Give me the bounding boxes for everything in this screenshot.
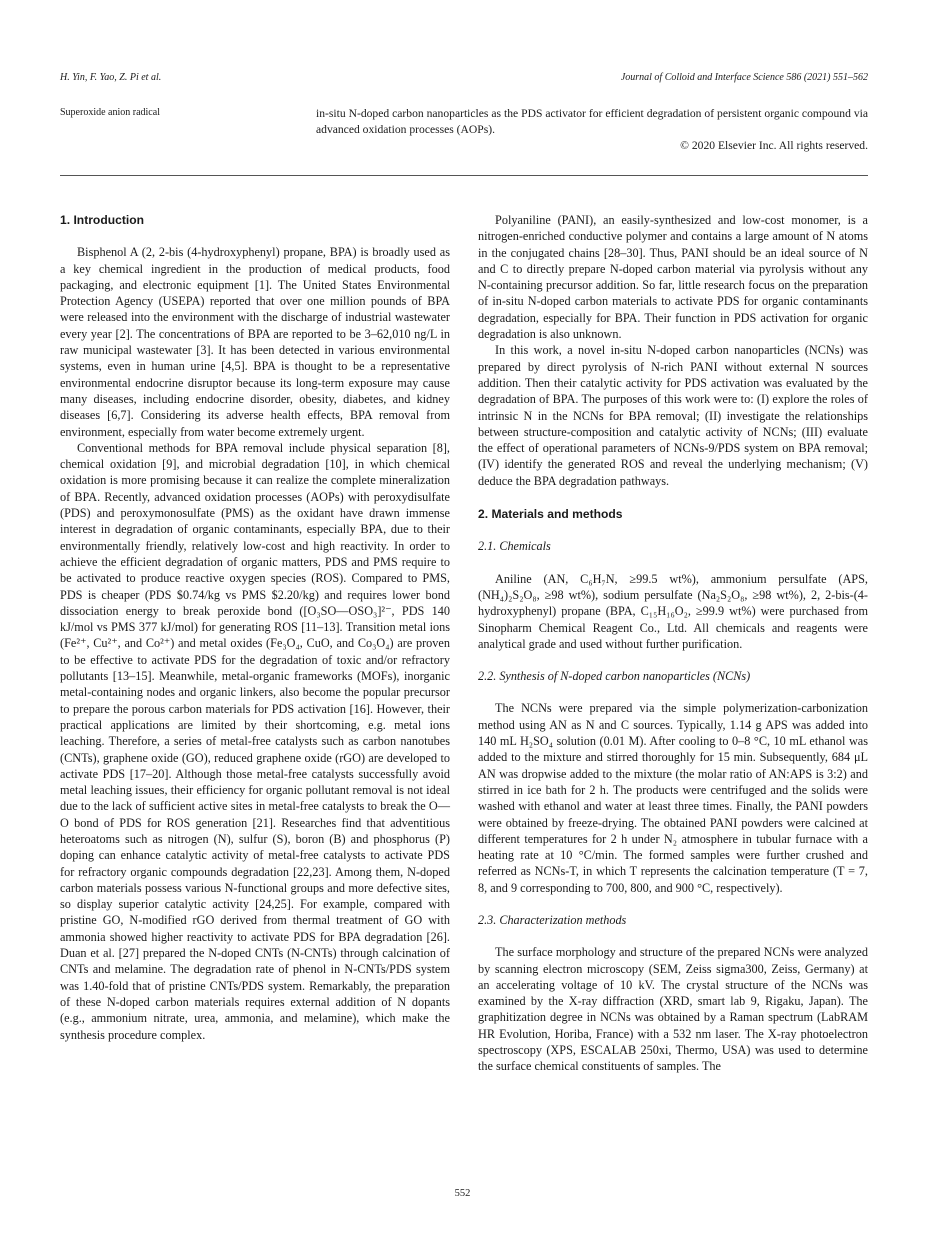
characterization-heading: 2.3. Characterization methods (478, 912, 627, 927)
chemicals-paragraph: Aniline (AN, C₆H₇N, ≥99.5 wt%), ammonium persulfate (APS, (NH₄)₂S₂O₈, ≥98 wt%), sodium persulfate (Na₂S₂O₈, ≥98 wt%), 2, 2-bis-(4-hydroxyphenyl) propane (BPA, C₁₅H₁₆O₂, ≥99.9 wt%) were purchased from Sinopharm Chemical Reagent Co., Ltd. All chemicals and reagents were analytical grade and used without further purification. (478, 571, 868, 651)
methods-heading: 2. Materials and methods (478, 507, 623, 522)
intro-paragraph-1: Bisphenol A (2, 2-bis (4-hydroxyphenyl) propane, BPA) is broadly used as a key chemical ingredient in the production of medical products, food packaging, and electronic equipment [1]. The United States Environmental Protection Agency (USEPA) reported that over one million pounds of BPA were released into the environment with the discharge of industrial wastewater every year [2]. The concentrations of BPA are reported to be 3–62,010 ng/L in raw municipal wastewater [3]. It has been detected in various environmental systems, even in human urine [4,5]. BPA is thought to be a representative environmental endocrine disruptor because its long-term exposure may cause many diseases, including endocrine disorder, obesity, diabetes, and kidney diseases [6,7]. Considering its adverse health effects, BPA removal from environment, especially from water become extremely urgent. (60, 245, 450, 439)
intro-paragraph-2: Conventional methods for BPA removal include physical separation [8], chemical oxidation [9], and microbial degradation [10], in which chemical oxidation is more promising because it can realize the complete mineralization of BPA. Recently, advanced oxidation processes (AOPs) with peroxydisulfate (PDS) and peroxymonosulfate (PMS) as the oxidant have drawn immense interest in degradation of organic contaminants, especially BPA, due to their environmentally friendly, relatively low-cost and high reactivity. In order to achieve the efficient degradation of organic matters, PDS and PMS require to be activated to produce reactive oxygen species (ROS). Compared to PMS, PDS is cheaper (PDS $0.74/kg vs PMS $2.20/kg) and requires lower bond dissociation energy to break peroxide bond ([O₃SO—OSO₃]²⁻, PDS 140 kJ/mol vs PMS 377 kJ/mol) for generating ROS [11–13]. Transition metal ions (Fe²⁺, Cu²⁺, and Co²⁺) and metal oxides (Fe₃O₄, CuO, and Co₃O₄) are proven to be effective to activate PDS for the degradation of toxic and/or refractory pollutants [13–15]. Meanwhile, metal-organic frameworks (MOFs), inorganic metal-containing nodes and organic linkers, also become the popular precursor to prepare the porous carbon materials for PDS activation [16]. However, their practical applications are limited by their shortcoming, e.g. metal ions leaching. Therefore, a series of metal-free catalysts such as carbon nanotubes (CNTs), graphene oxide (GO), reduced graphene oxide (rGO) are developed to activate PDS [17–20]. Although those metal-free catalysts successfully avoid metal leaching issues, their efficiency for organic pollutant removal is not ideal due to the lack of sufficient active sites in metal-free catalysts to break the O—O bond of PDS for ROS generation [21]. Researches find that adventitious heteroatoms such as nitrogen (N), sulfur (S), boron (B) and phosphorus (P) doping can enhance catalytic activity of metal-free catalysts to activate PDS for refractory organic compounds degradation [22,23]. Among them, N-doped carbon materials possess various N-functional groups and more defective sites, so display superior catalytic activity [24,25]. For example, compared with pristine GO, N-modified rGO derived from thermal treatment of GO with ammonia showed higher reactivity to activate PDS for BPA degradation [26]. Duan et al. [27] prepared the N-doped CNTs (N-CNTs) through calcination of CNTs and melamine. The degradation rate of phenol in N-CNTs/PDS system was 1.40-fold that of pristine CNTs/PDS system. Remarkably, the preparation of these N-doped carbon materials requires external addition of N dopants (e.g., ammonium nitrate, urea, ammonia, and melamine), which make the synthesis procedure complex. (60, 440, 450, 1042)
page-number: 552 (454, 1188, 471, 1199)
abstract-text: in-situ N-doped carbon nanoparticles as the PDS activator for efficient degradation of persistent organic compound via advanced oxidation processes (AOPs). (316, 107, 868, 136)
synthesis-heading: 2.2. Synthesis of N-doped carbon nanoparticles (NCNs) (478, 669, 751, 684)
abstract-tail (316, 106, 868, 154)
intro-paragraph-4: In this work, a novel in-situ N-doped carbon nanoparticles (NCNs) was prepared by direct pyrolysis of N-rich PANI without external N sources addition. Then their catalytic activity for PDS activation was evaluated by the degradation of BPA. The purposes of this work were to: (I) explore the roles of intrinsic N in the NCNs for BPA removal; (II) investigate the relationships between structure-composition and catalytic activity of NCNs; (III) evaluate the effect of operational parameters of NCNs-9/PDS system on BPA removal; (IV) identify the generated ROS and reveal the underlying mechanism; (V) deduce the BPA degradation pathways. (478, 343, 868, 488)
synthesis-paragraph: The NCNs were prepared via the simple polymerization-carbonization method using AN as N and C sources. Typically, 1.14 g APS was added into 140 mL H₂SO₄ solution (0.01 M). After cooling to 0–8 °C, 10 mL ethanol was added to the mixture and stirred thoroughly for 15 min. Subsequently, 684 μL AN was dropwise added to the mixture (the molar ratio of AN:APS is 3:2) and stirred in ice bath for 2 h. The products were centrifuged and the solids were washed with ethanol and water at least three times. Finally, the PANI powders were obtained by freeze-drying. The obtained PANI powders were calcined at different temperatures for 2 h under N₂ atmosphere in tubular furnace with a heating rate at 10 °C/min. The formed samples were further crushed and referred as NCNs-T, in which T represents the calcination temperature (T = 7, 8, and 9 corresponding to 700, 800, and 900 °C, respectively). (478, 701, 868, 895)
keyword-tail: Superoxide anion radical (60, 107, 160, 118)
introduction-heading: 1. Introduction (60, 213, 144, 227)
chemicals-heading: 2.1. Chemicals (478, 539, 551, 554)
running-header-journal: Journal of Colloid and Interface Science 586 (2021) 551–562 (620, 72, 868, 83)
copyright-notice: © 2020 Elsevier Inc. All rights reserved. (680, 139, 868, 152)
intro-paragraph-3: Polyaniline (PANI), an easily-synthesized and low-cost monomer, is a nitrogen-enriched conductive polymer and contains a large amount of N atoms in the conjugated chains [28–30]. Thus, PANI should be an ideal source of N and C to directly prepare N-doped carbon material via pyrolysis without any N-containing precursor addition. So far, little research focus on the preparation of in-situ N-doped carbon materials to activate PDS for organic contaminants degradation, especially for BPA. Their function in PDS activation for organic degradation is also unknown. (478, 213, 868, 342)
running-header-authors: H. Yin, F. Yao, Z. Pi et al. (60, 72, 162, 83)
right-column (478, 212, 868, 1075)
left-column (60, 212, 450, 1043)
section-divider (60, 175, 868, 176)
characterization-paragraph: The surface morphology and structure of the prepared NCNs were analyzed by scanning electron microscopy (SEM, Zeiss sigma300, Zeiss, Germany) at an accelerating voltage of 10 kV. The crystal structure of the NCNs was examined by the X-ray diffraction (XRD, smart lab 9, Rigaku, Japan). The graphitization degree in NCNs was obtained by a Raman spectrum (LabRAM HR Evolution, Horiba, France) with a 532 nm laser. The X-ray photoelectron spectroscopy (XPS, ESCALAB 250xi, Thermo, USA) was used to determine the surface chemical constituents of samples. The (478, 945, 868, 1074)
